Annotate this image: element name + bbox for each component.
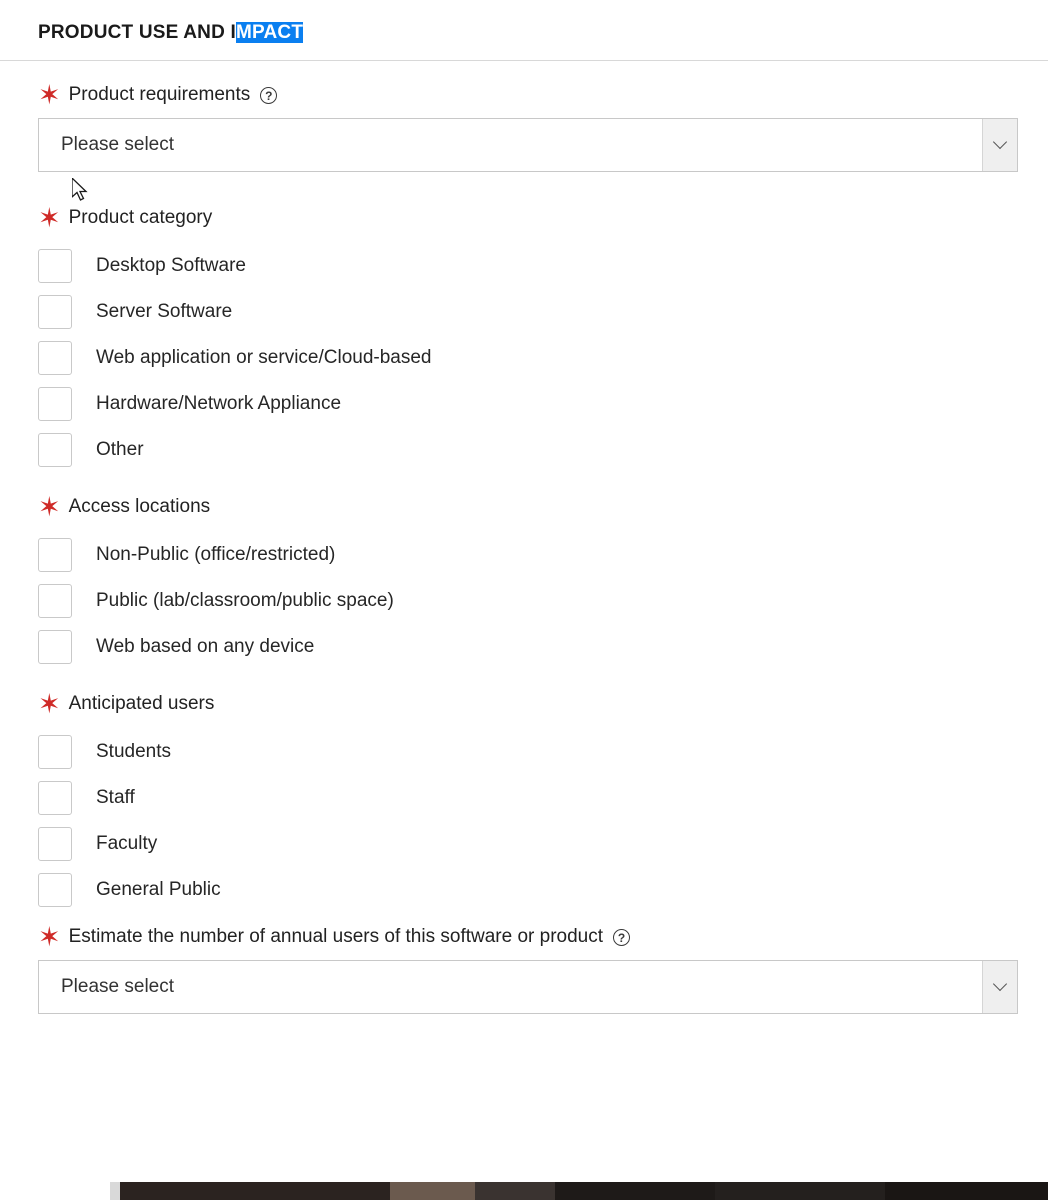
taskbar-segment: [715, 1182, 885, 1200]
taskbar-segment: [120, 1182, 390, 1200]
list-item-label: Students: [96, 741, 171, 762]
spacer: [0, 61, 1048, 85]
page-title: [38, 22, 303, 44]
taskbar-strip: [0, 1182, 1048, 1200]
list-item[interactable]: [38, 289, 1018, 335]
checkbox-icon[interactable]: [38, 387, 72, 421]
required-asterisk-icon: ✶: [38, 922, 61, 954]
list-item-label: Web application or service/Cloud-based: [96, 347, 432, 368]
list-item-label: Non-Public (office/restricted): [96, 544, 336, 565]
field-access-locations: [0, 492, 1048, 670]
chevron-down-icon[interactable]: [982, 961, 1017, 1013]
list-item[interactable]: [38, 729, 1018, 775]
list-item[interactable]: [38, 427, 1018, 473]
section-title-selected-text: MPACT: [235, 22, 304, 43]
product-requirements-select-value: Please select: [61, 134, 175, 155]
list-item[interactable]: [38, 532, 1018, 578]
list-item-label: Desktop Software: [96, 255, 246, 276]
list-item-label: General Public: [96, 879, 221, 900]
list-item[interactable]: [38, 243, 1018, 289]
product-category-label-row: [38, 203, 1018, 235]
required-asterisk-icon: ✶: [38, 80, 61, 112]
taskbar-segment: [885, 1182, 1048, 1200]
spacer: [0, 172, 1048, 208]
taskbar-segment: [0, 1182, 110, 1200]
list-item[interactable]: [38, 335, 1018, 381]
list-item-label: Staff: [96, 787, 135, 808]
field-anticipated-users: [0, 689, 1048, 913]
list-item-label: Hardware/Network Appliance: [96, 393, 342, 414]
chevron-down-glyph: [993, 977, 1007, 991]
product-category-options: [38, 243, 1018, 473]
spacer: [0, 913, 1048, 927]
product-requirements-label: Product requirements: [68, 84, 251, 105]
chevron-down-icon[interactable]: [982, 119, 1017, 171]
checkbox-icon[interactable]: [38, 781, 72, 815]
anticipated-users-options: [38, 729, 1018, 913]
access-locations-label-row: [38, 492, 1018, 524]
product-requirements-label-row: [38, 80, 1018, 112]
anticipated-users-label: Anticipated users: [68, 693, 215, 714]
section-title-plain: PRODUCT USE AND I: [38, 22, 236, 43]
checkbox-icon[interactable]: [38, 827, 72, 861]
access-locations-options: [38, 532, 1018, 670]
checkbox-icon[interactable]: [38, 735, 72, 769]
field-annual-users: [0, 922, 1048, 1014]
required-asterisk-icon: ✶: [38, 203, 61, 235]
list-item[interactable]: [38, 821, 1018, 867]
checkbox-icon[interactable]: [38, 295, 72, 329]
list-item[interactable]: [38, 624, 1018, 670]
product-category-label: Product category: [68, 207, 213, 228]
help-icon[interactable]: ?: [613, 929, 630, 946]
help-icon[interactable]: ?: [260, 87, 277, 104]
field-product-category: [0, 203, 1048, 473]
list-item[interactable]: [38, 381, 1018, 427]
taskbar-segment: [110, 1182, 120, 1200]
product-requirements-select[interactable]: [38, 118, 1018, 172]
annual-users-label: Estimate the number of annual users of this software or product: [68, 926, 604, 947]
list-item[interactable]: [38, 578, 1018, 624]
checkbox-icon[interactable]: [38, 249, 72, 283]
field-product-requirements: [0, 80, 1048, 172]
spacer: [0, 670, 1048, 694]
annual-users-select[interactable]: [38, 960, 1018, 1014]
required-asterisk-icon: ✶: [38, 689, 61, 721]
list-item-label: Web based on any device: [96, 636, 315, 657]
checkbox-icon[interactable]: [38, 538, 72, 572]
checkbox-icon[interactable]: [38, 584, 72, 618]
access-locations-label: Access locations: [68, 496, 211, 517]
anticipated-users-label-row: [38, 689, 1018, 721]
taskbar-segment: [475, 1182, 555, 1200]
list-item-label: Other: [96, 439, 144, 460]
list-item[interactable]: [38, 867, 1018, 913]
required-asterisk-icon: ✶: [38, 492, 61, 524]
taskbar-segment: [555, 1182, 715, 1200]
annual-users-select-value: Please select: [61, 976, 175, 997]
annual-users-label-row: [38, 922, 1018, 954]
list-item-label: Public (lab/classroom/public space): [96, 590, 394, 611]
section-header: [0, 0, 1048, 61]
spacer: [0, 473, 1048, 497]
taskbar-segment: [390, 1182, 475, 1200]
list-item[interactable]: [38, 775, 1018, 821]
checkbox-icon[interactable]: [38, 630, 72, 664]
list-item-label: Faculty: [96, 833, 158, 854]
chevron-down-glyph: [993, 135, 1007, 149]
checkbox-icon[interactable]: [38, 341, 72, 375]
checkbox-icon[interactable]: [38, 433, 72, 467]
list-item-label: Server Software: [96, 301, 233, 322]
checkbox-icon[interactable]: [38, 873, 72, 907]
